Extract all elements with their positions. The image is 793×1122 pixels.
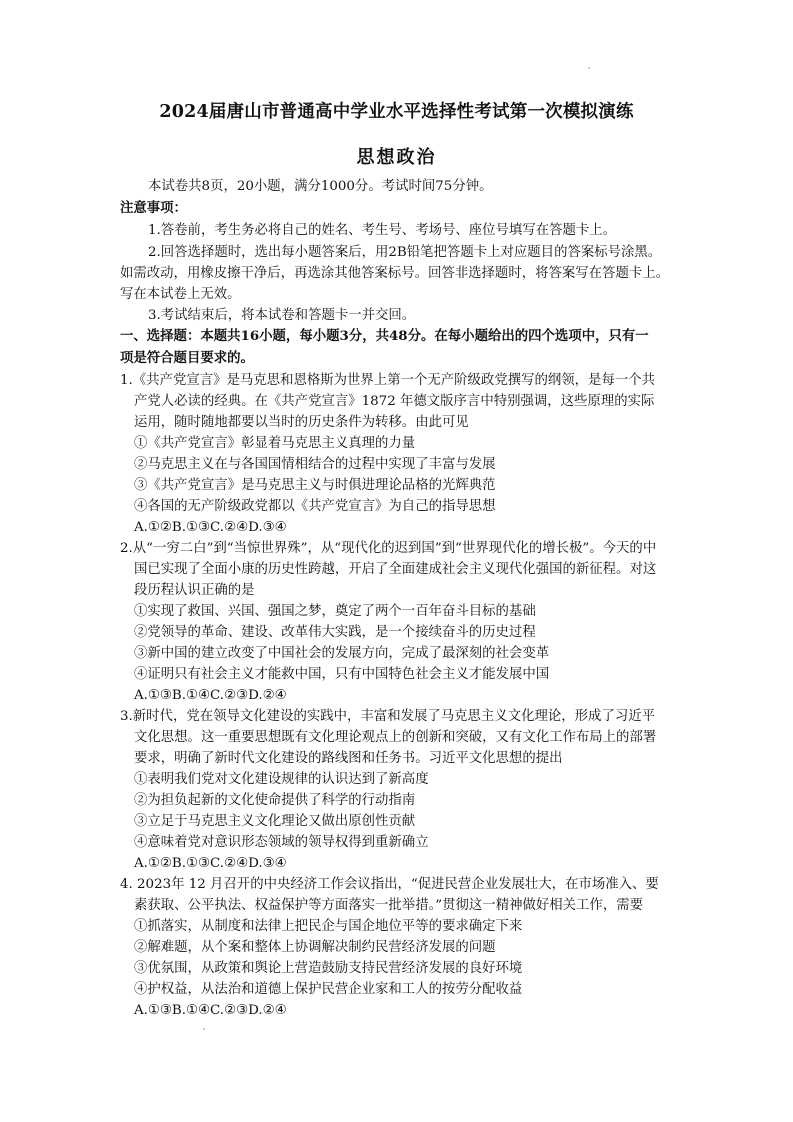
section-heading: 一、选择题：本题共16小题，每小题3分，共48分。在每小题给出的四个选项中，只有一 bbox=[120, 328, 649, 344]
question-4-option: ②解难题，从个案和整体上协调解决制约民营经济发展的问题 bbox=[134, 940, 496, 955]
question-2-option: ①实现了救国、兴国、强国之梦，奠定了两个一百年奋斗目标的基础 bbox=[134, 604, 536, 619]
question-3-stem: 要求，明确了新时代文化建设的路线图和任务书。习近平文化思想的提出 bbox=[134, 751, 563, 766]
question-4-stem: 4. 2023年 12 月召开的中央经济工作会议指出，“促进民营企业发展壮大，在市场准入、要 bbox=[120, 877, 659, 892]
question-3-option: ④意味着党对意识形态领域的领导权得到重新确立 bbox=[134, 835, 429, 850]
question-4-option: ④护权益，从法治和道德上保护民营企业家和工人的按劳分配收益 bbox=[134, 982, 523, 997]
question-4-answers: A.①③B.①④C.②③D.②④ bbox=[134, 1003, 287, 1018]
question-1-stem: 运用，随时随地都要以当时的历史条件为转移。由此可见 bbox=[134, 415, 469, 430]
question-2-stem: 国已实现了全面小康的历史性跨越，开启了全面建成社会主义现代化强国的新征程。对这 bbox=[134, 562, 657, 577]
question-3-answers: A.①②B.①③C.②④D.③④ bbox=[134, 856, 287, 871]
question-2-option: ②党领导的革命、建设、改革伟大实践，是一个接续奋斗的历史过程 bbox=[134, 625, 536, 640]
question-4-stem: 素获取、公平执法、权益保护等方面落实一批举措。”贯彻这一精神做好相关工作，需要 bbox=[134, 898, 643, 913]
question-1-option: ③《共产党宣言》是马克思主义与时俱进理论品格的光辉典范 bbox=[134, 478, 496, 493]
question-3-option: ①表明我们党对文化建设规律的认识达到了新高度 bbox=[134, 772, 429, 787]
exam-title: 2024届唐山市普通高中学业水平选择性考试第一次模拟演练 bbox=[159, 102, 634, 122]
question-4-option: ③优氛围，从政策和舆论上营造鼓励支持民营经济发展的良好环境 bbox=[134, 961, 523, 976]
question-2-answers: A.①③B.①④C.②③D.②④ bbox=[134, 688, 287, 703]
question-3-stem: 文化思想。这一重要思想既有文化理论观点上的创新和突破，又有文化工作布局上的部署 bbox=[134, 730, 657, 745]
question-2-stem: 2.从“一穷二白”到“当惊世界殊”，从“现代化的迟到国”到“世界现代化的增长极”。今天的中 bbox=[120, 541, 657, 556]
scan-speck bbox=[588, 67, 590, 69]
question-1-option: ①《共产党宣言》彰显着马克思主义真理的力量 bbox=[134, 436, 416, 451]
question-3-option: ②为担负起新的文化使命提供了科学的行动指南 bbox=[134, 793, 416, 808]
scan-speck bbox=[203, 1028, 205, 1030]
question-3-stem: 3.新时代，党在领导文化建设的实践中，丰富和发展了马克思主义文化理论，形成了习近平 bbox=[120, 709, 656, 724]
notice-item-3: 3.考试结束后，将本试卷和答题卡一并交回。 bbox=[148, 308, 416, 323]
notice-item-2: 2.回答选择题时，选出每小题答案后，用2B铅笔把答题卡上对应题目的答案标号涂黑。 bbox=[148, 245, 662, 260]
question-2-option: ④证明只有社会主义才能救中国，只有中国特色社会主义才能发展中国 bbox=[134, 667, 550, 682]
question-1-answers: A.①②B.①③C.②④D.③④ bbox=[134, 520, 287, 535]
question-2-stem: 段历程认识正确的是 bbox=[134, 583, 255, 598]
notice-item-2-cont: 如需改动，用橡皮擦干净后，再选涂其他答案标号。回答非选择题时，将答案写在答题卡上。 bbox=[120, 266, 670, 281]
question-3-option: ③立足于马克思主义文化理论又做出原创性贡献 bbox=[134, 814, 416, 829]
subject-title: 思想政治 bbox=[356, 147, 437, 168]
notice-item-1: 1.答卷前，考生务必将自己的姓名、考生号、考场号、座位号填写在答题卡上。 bbox=[148, 223, 617, 238]
question-4-option: ①抓落实，从制度和法律上把民企与国企地位平等的要求确定下来 bbox=[134, 919, 523, 934]
intro-text: 本试卷共8页，20小题，满分1000分。考试时间75分钟。 bbox=[148, 179, 493, 194]
question-1-stem: 产党人必读的经典。在《共产党宣言》1872 年德文版序言中特别强调，这些原理的实际 bbox=[134, 394, 655, 409]
question-1-option: ④各国的无产阶级政党都以《共产党宣言》为自己的指导思想 bbox=[134, 499, 496, 514]
section-heading-cont: 项是符合题目要求的。 bbox=[120, 350, 254, 366]
question-1-option: ②马克思主义在与各国国情相结合的过程中实现了丰富与发展 bbox=[134, 457, 496, 472]
question-2-option: ③新中国的建立改变了中国社会的发展方向，完成了最深刻的社会变革 bbox=[134, 646, 550, 661]
notice-heading: 注意事项： bbox=[120, 200, 187, 216]
question-1-stem: 1.《共产党宣言》是马克思和恩格斯为世界上第一个无产阶级政党撰写的纲领，是每一个共 bbox=[120, 373, 656, 388]
notice-item-2-cont: 写在本试卷上无效。 bbox=[120, 287, 241, 302]
